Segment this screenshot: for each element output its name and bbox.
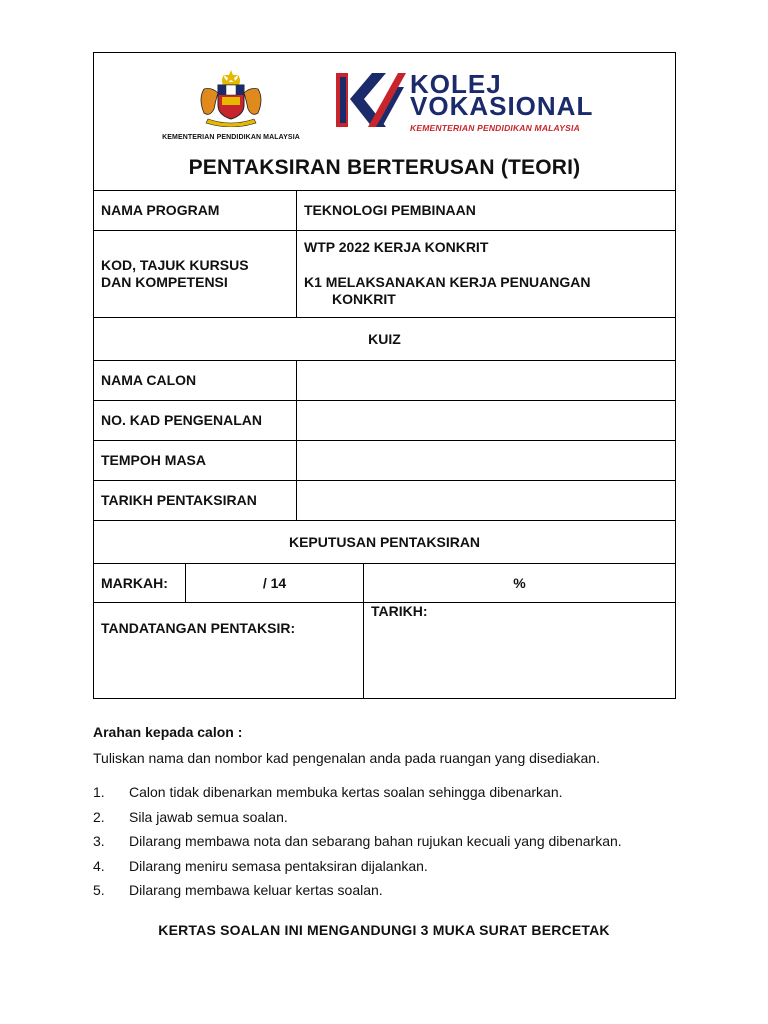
kv-logo-line2: VOKASIONAL <box>410 91 594 121</box>
candidate-instructions <box>93 724 693 907</box>
coat-of-arms-icon <box>186 67 276 127</box>
kv-emblem-icon <box>332 69 406 131</box>
percent-field[interactable] <box>364 564 676 603</box>
list-item <box>93 784 693 809</box>
rule-text: Dilarang membawa keluar kertas soalan. <box>129 882 383 898</box>
candidate-name-field[interactable] <box>297 361 676 401</box>
cover-form-table <box>93 52 676 699</box>
course-label-line1: KOD, TAJUK KURSUS <box>101 257 249 273</box>
list-item <box>93 809 693 834</box>
course-label-line2: DAN KOMPETENSI <box>101 274 228 290</box>
course-label <box>94 231 297 318</box>
rule-number: 3. <box>93 833 105 849</box>
marks-field[interactable] <box>186 564 364 603</box>
rule-text: Dilarang meniru semasa pentaksiran dijalankan. <box>129 857 428 874</box>
duration-label: TEMPOH MASA <box>94 441 297 481</box>
rule-number: 1. <box>93 784 105 800</box>
kv-logo-line1: KOLEJ <box>410 69 502 99</box>
rule-number: 2. <box>93 808 105 825</box>
assessment-cover-sheet <box>93 52 675 699</box>
signature-date-label: TARIKH: <box>371 603 428 619</box>
header-block <box>94 53 676 191</box>
ministry-crest-logo <box>150 67 312 141</box>
assessment-date-label: TARIKH PENTAKSIRAN <box>94 481 297 521</box>
rule-number: 5. <box>93 882 105 898</box>
assessment-type: KUIZ <box>94 318 676 361</box>
result-heading: KEPUTUSAN PENTAKSIRAN <box>94 521 676 564</box>
instructions-intro: Tuliskan nama dan nombor kad pengenalan anda pada ruangan yang disediakan. <box>93 750 600 766</box>
marks-label: MARKAH: <box>94 564 186 603</box>
signature-label: TANDATANGAN PENTAKSIR: <box>101 620 296 636</box>
program-value: TEKNOLOGI PEMBINAAN <box>297 191 676 231</box>
rule-text: Sila jawab semua soalan. <box>129 808 288 825</box>
kv-logo-subtitle: KEMENTERIAN PENDIDIKAN MALAYSIA <box>410 123 580 133</box>
list-item <box>93 858 693 883</box>
document-title: PENTAKSIRAN BERTERUSAN (TEORI) <box>188 156 581 179</box>
list-item <box>93 833 693 858</box>
percent-symbol: % <box>513 574 526 591</box>
candidate-name-label: NAMA CALON <box>94 361 297 401</box>
ministry-caption: KEMENTERIAN PENDIDIKAN MALAYSIA <box>162 134 300 141</box>
competency-line2: KONKRIT <box>332 291 396 307</box>
rule-number: 4. <box>93 857 105 874</box>
duration-field[interactable] <box>297 441 676 481</box>
rule-text: Dilarang membawa nota dan sebarang bahan rujukan kecuali yang dibenarkan. <box>129 833 622 849</box>
rule-text: Calon tidak dibenarkan membuka kertas soalan sehingga dibenarkan. <box>129 784 563 800</box>
page-count-note: KERTAS SOALAN INI MENGANDUNGI 3 MUKA SURAT BERCETAK <box>158 922 610 938</box>
rule-list <box>93 784 693 907</box>
kolej-vokasional-logo <box>332 69 612 139</box>
ic-number-field[interactable] <box>297 401 676 441</box>
assessment-date-field[interactable] <box>297 481 676 521</box>
competency-line1: K1 MELAKSANAKAN KERJA PENUANGAN <box>304 274 591 290</box>
instructions-heading: Arahan kepada calon : <box>93 724 243 740</box>
signature-date-field[interactable] <box>364 603 676 699</box>
marks-total: / 14 <box>262 574 287 591</box>
ic-number-label: NO. KAD PENGENALAN <box>94 401 297 441</box>
list-item <box>93 882 693 907</box>
course-code: WTP 2022 KERJA KONKRIT <box>304 239 489 255</box>
signature-field[interactable] <box>94 603 364 699</box>
course-value <box>297 231 676 318</box>
program-label: NAMA PROGRAM <box>94 191 297 231</box>
